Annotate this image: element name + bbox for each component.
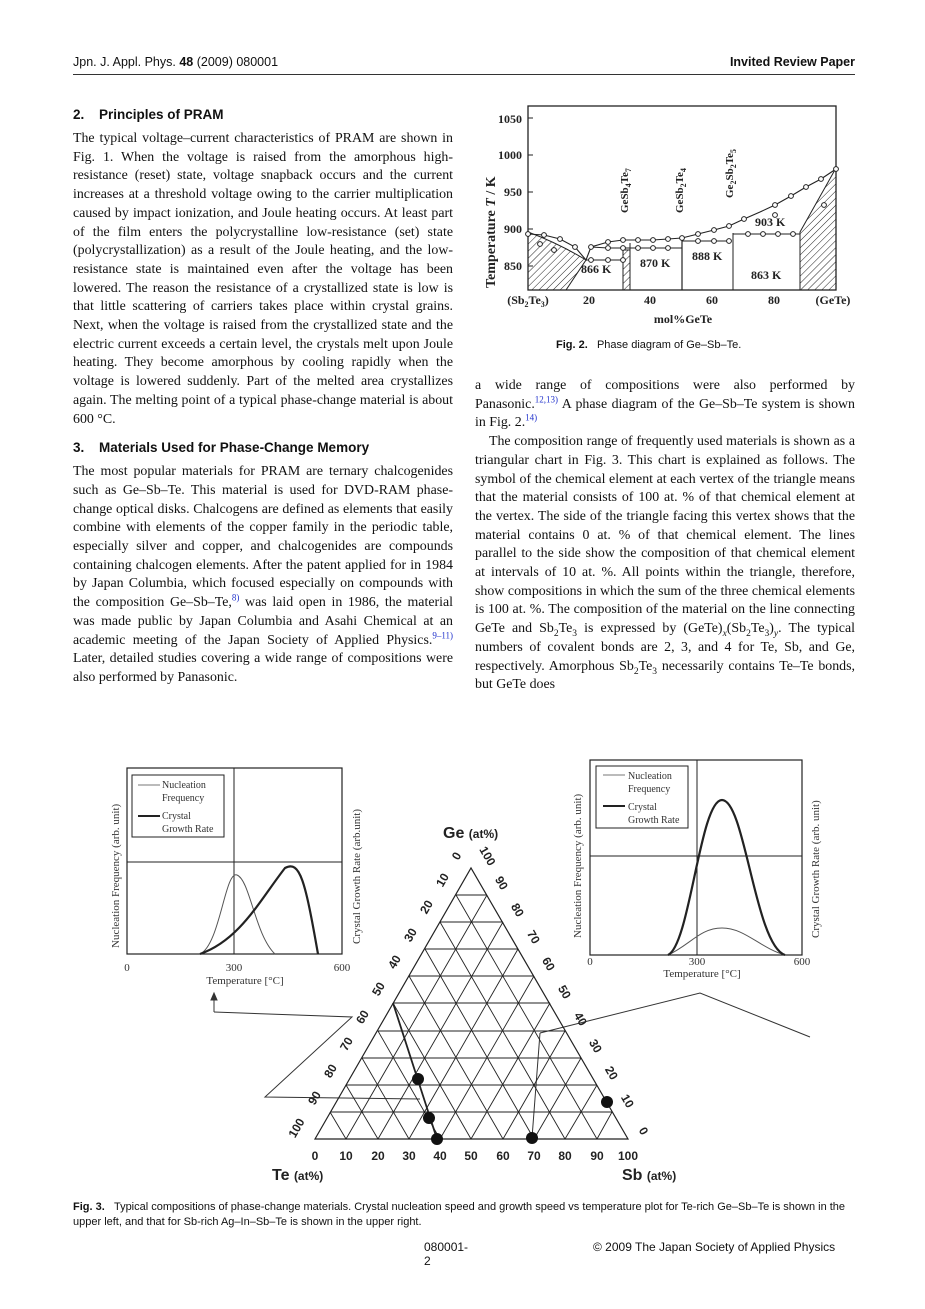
svg-text:30: 30 [402, 1149, 416, 1163]
svg-text:850: 850 [504, 259, 522, 273]
svg-text:40: 40 [571, 1009, 590, 1029]
svg-text:40: 40 [644, 293, 656, 307]
svg-text:Crystal: Crystal [628, 802, 657, 813]
svg-text:1050: 1050 [498, 112, 522, 126]
svg-text:Nucleation: Nucleation [628, 771, 672, 782]
fig3-caption: Fig. 3. Typical compositions of phase-change materials. Crystal nucleation speed and growth speed vs temperature plot for Te-rich Ge–Sb–Te is shown in the upper left, and that for Sb-rich Ag–In–Sb–Te is shown in the upper right. [73, 1201, 846, 1228]
svg-text:1000: 1000 [498, 148, 522, 162]
reference-link[interactable]: 14) [525, 412, 538, 423]
svg-text:Ge2Sb2Te5: $Ge_2Sb_2Te_5$ [724, 149, 738, 198]
fig3-ternary-chart [0, 755, 925, 1195]
svg-text:Nucleation Frequency (arb. uni: Nucleation Frequency (arb. unit) [110, 803, 122, 948]
svg-text:600: 600 [793, 956, 811, 968]
journal-citation: Jpn. J. Appl. Phys. 48 (2009) 080001 [73, 55, 279, 69]
svg-text:863 K: 863 K [751, 268, 782, 282]
svg-text:60: 60 [496, 1149, 510, 1163]
svg-text:40: 40 [385, 952, 404, 972]
section-3-heading: 3. Materials Used for Phase-Change Memory [73, 440, 370, 456]
svg-text:80: 80 [321, 1061, 340, 1081]
section-2-paragraph: The typical voltage–current characteristics of PRAM are shown in Fig. 1. When the voltage is raised from the amorphous high-resistance (reset) state, voltage snapback occurs and the current increases at a threshold voltage owing to the carrier multiplication caused by impact ionization, and Joule heating occurs. At least part of the film enters the polycrystalline low-resistance (set) state (polycrystallization) as a result of the Joule heating, and the low-resistance state is maintained even after the voltage has been lowered. The reason the resistance of a crystallized state is low is that little scattering of carriers takes place within crystal grains. Next, when the voltage is raised from the crystallized state and the electric current exceeds a certain level, the crystals melt upon Joule heating. They become amorphous by cooling rapidly when the voltage is lowered suddenly. Part of the melted area crystallizes again. The melting point of a typical phase-change material is about 600 °C. [73, 131, 453, 427]
svg-text:Frequency: Frequency [628, 784, 671, 795]
svg-text:0: 0 [448, 849, 465, 863]
svg-text:Nucleation: Nucleation [162, 780, 206, 791]
svg-text:mol%GeTe: mol%GeTe [653, 312, 713, 326]
svg-text:20: 20 [371, 1149, 385, 1163]
svg-text:Crystal: Crystal [162, 811, 191, 822]
svg-text:20: 20 [417, 897, 436, 917]
svg-text:300: 300 [225, 962, 243, 974]
svg-text:80: 80 [768, 293, 780, 307]
page-number: 080001-2 [424, 1240, 469, 1268]
section-2-heading: 2. Principles of PRAM [73, 107, 224, 122]
reference-link[interactable]: 12,13) [534, 394, 559, 405]
plot-sb-rich [590, 760, 802, 955]
svg-text:Crystal Growth Rate (arb.unit): Crystal Growth Rate (arb.unit) [351, 808, 363, 944]
svg-text:100: 100 [476, 843, 499, 869]
plot-te-rich [127, 768, 342, 954]
svg-text:90: 90 [305, 1088, 324, 1108]
svg-text:GeSb4Te7: $GeSb_4Te_7$ [619, 168, 633, 213]
svg-text:0: 0 [635, 1124, 652, 1138]
svg-text:(GeTe): (GeTe) [815, 293, 851, 307]
svg-text:80: 80 [508, 900, 527, 920]
svg-text:60: 60 [706, 293, 718, 307]
svg-text:888 K: 888 K [692, 249, 723, 263]
svg-text:60: 60 [353, 1007, 372, 1027]
svg-text:50: 50 [555, 982, 574, 1002]
svg-text:Te (at%): Te (at%) [272, 1167, 324, 1184]
fig2-phase-diagram [478, 103, 858, 333]
fig2-caption: Fig. 2. Phase diagram of Ge–Sb–Te. [556, 339, 742, 351]
svg-text:90: 90 [492, 873, 511, 893]
svg-text:Crystal Growth Rate (arb. unit: Crystal Growth Rate (arb. unit) [810, 800, 822, 938]
svg-text:70: 70 [527, 1149, 541, 1163]
svg-text:900: 900 [504, 222, 522, 236]
svg-text:10: 10 [433, 870, 452, 890]
section-3-paragraph-2: The composition range of frequently used materials is shown as a triangular chart in Fig. 3. This chart is explained as follows. The symbol of the chemical element at each vertex of the triangle means that the material consists of 100 at. % of that chemical element at the vertex. The side of the triangle facing this vertex shows that the material contains 0 at. % of that chemical element. The lines parallel to the side show the composition of that chemical element at intervals of 10 at. %. All points within the triangle, therefore, show compositions in which the sum of the three chemical elements is 100 at. %. The composition of the material on the line connecting GeTe and $Sb_2Te_3$ is expressed by $(GeTe)_x(Sb_2Te_3)_y$. The typical numbers of covalent bonds are 2, 3, and 4 for Te, Sb, and Ge, respectively. Amorphous $Sb_2Te_3$ necessarily contains Te–Te bonds, but GeTe does [475, 434, 855, 693]
svg-text:20: 20 [583, 293, 595, 307]
svg-text:70: 70 [524, 927, 543, 947]
svg-text:30: 30 [401, 925, 420, 945]
svg-text:100: 100 [285, 1115, 308, 1141]
svg-text:Growth Rate: Growth Rate [628, 815, 680, 826]
svg-text:Nucleation Frequency (arb. uni: Nucleation Frequency (arb. unit) [572, 793, 584, 938]
svg-text:0: 0 [311, 1149, 319, 1163]
section-3-paragraph-1-cont: a wide range of compositions were also performed by Panasonic.$^{12,13)}$ A phase diagram of the Ge–Sb–Te system is shown in Fig. 2.$^{14)}$ [475, 378, 855, 431]
svg-text:600: 600 [333, 962, 351, 974]
left-column [73, 106, 453, 688]
svg-text:70: 70 [337, 1034, 356, 1054]
svg-text:60: 60 [539, 954, 558, 974]
svg-text:866 K: 866 K [581, 262, 612, 276]
svg-text:(Sb2Te3): $(Sb_2Te_3)$ [507, 293, 549, 309]
svg-text:300: 300 [688, 956, 706, 968]
paper-type: Invited Review Paper [729, 55, 855, 69]
copyright: © 2009 The Japan Society of Applied Physics [593, 1240, 836, 1254]
svg-text:903 K: 903 K [755, 215, 786, 229]
svg-text:20: 20 [602, 1063, 621, 1083]
reference-link[interactable]: 8) [231, 592, 240, 603]
svg-text:40: 40 [433, 1149, 447, 1163]
svg-text:10: 10 [339, 1149, 353, 1163]
svg-text:GeSb2Te4: $GeSb_2Te_4$ [674, 168, 688, 213]
svg-text:Sb (at%): Sb (at%) [622, 1167, 677, 1184]
svg-text:90: 90 [590, 1149, 604, 1163]
svg-text:50: 50 [464, 1149, 478, 1163]
section-3-paragraph-1: The most popular materials for PRAM are ternary chalcogenides such as Ge–Sb–Te. This material is used for DVD-RAM phase-change optical disks. Chalcogens are defined as elements that easily combine with elements of the copper family in the periodic table, especially silver and copper, and chalcogenides are compounds containing chalcogen elements. After the patent applied for in 1984 by Japan Columbia, which focused especially on compounds with the composition Ge–Sb–Te,$^{8)}$ was laid open in 1986, the material was made public by Japan Columbia and Asahi Chemical at an academic meeting of the Japan Society of Applied Physics.$^{9-11)}$ Later, detailed studies covering a wide range of compositions were also performed by Panasonic. [73, 464, 453, 685]
svg-text:Frequency: Frequency [162, 793, 205, 804]
svg-text:100: 100 [617, 1149, 639, 1163]
reference-link[interactable]: 9–11) [432, 629, 453, 640]
right-column [475, 377, 855, 695]
svg-text:0: 0 [587, 956, 593, 968]
svg-text:870 K: 870 K [640, 256, 671, 270]
svg-text:Growth Rate: Growth Rate [162, 824, 214, 835]
svg-text:Temperature [°C]: Temperature [°C] [206, 975, 284, 987]
svg-text:50: 50 [369, 979, 388, 999]
svg-text:80: 80 [558, 1149, 572, 1163]
svg-text:30: 30 [586, 1036, 605, 1056]
svg-text:950: 950 [504, 185, 522, 199]
svg-text:Temperature T / K: Temperature T / K [484, 176, 499, 288]
svg-text:10: 10 [618, 1091, 637, 1111]
svg-text:Ge (at%): Ge (at%) [443, 825, 499, 842]
svg-text:Temperature [°C]: Temperature [°C] [663, 968, 741, 980]
running-header [73, 54, 855, 75]
svg-text:0: 0 [124, 962, 130, 974]
